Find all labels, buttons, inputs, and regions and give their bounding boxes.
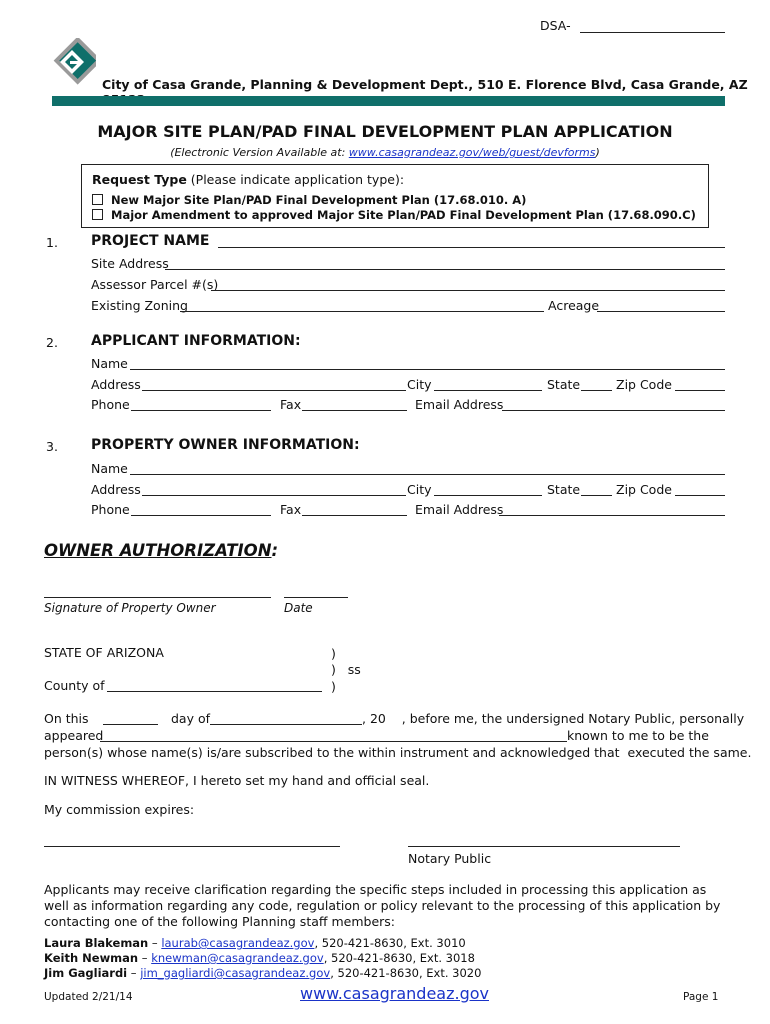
bracket-ss: ) ss <box>331 662 361 677</box>
owner-fax-label: Fax <box>280 502 302 517</box>
owner-address-label: Address <box>91 482 141 497</box>
applicant-city-field[interactable] <box>434 390 542 391</box>
staff-contact <box>44 951 475 965</box>
staff-name: Jim Gagliardi <box>44 966 128 980</box>
acreage-field[interactable] <box>597 311 725 312</box>
applicant-fax-label: Fax <box>280 397 302 412</box>
owner-address-field[interactable] <box>142 495 406 496</box>
website-link[interactable]: www.casagrandeaz.gov <box>300 984 489 1003</box>
notary-day-of-label: day of <box>171 711 211 726</box>
page-title: MAJOR SITE PLAN/PAD FINAL DEVELOPMENT PLAN APPLICATION <box>97 122 673 141</box>
notary-signature-field[interactable] <box>408 846 680 847</box>
request-type-box <box>81 164 709 228</box>
checkbox[interactable] <box>92 209 103 220</box>
bracket: ) <box>331 679 336 694</box>
notary-text: person(s) whose name(s) is/are subscribed to the within instrument and acknowledged that executed the same. <box>44 745 752 760</box>
staff-contact <box>44 936 466 950</box>
checkbox[interactable] <box>92 194 103 205</box>
existing-zoning-field[interactable] <box>180 311 544 312</box>
header-address: City of Casa Grande, Planning & Development Dept., 510 E. Florence Blvd, Casa Grande, AZ <box>102 77 748 92</box>
county-label: County of <box>44 678 105 693</box>
header-divider <box>52 96 725 106</box>
applicant-state-label: State <box>547 377 581 392</box>
city-logo <box>48 38 96 86</box>
owner-authorization-heading <box>44 541 278 560</box>
request-type-heading <box>92 172 404 187</box>
separator: – <box>148 936 162 950</box>
owner-name-field[interactable] <box>130 474 725 475</box>
notary-public-label: Notary Public <box>408 851 492 866</box>
request-option-amendment[interactable] <box>92 208 696 222</box>
staff-email-link[interactable]: jim_gagliardi@casagrandeaz.gov <box>140 966 331 980</box>
staff-name: Keith Newman <box>44 951 139 965</box>
signature-date-field[interactable] <box>284 597 348 598</box>
section-number: 2. <box>46 335 58 350</box>
staff-phone: , 520-421-8630, Ext. 3010 <box>314 936 466 950</box>
applicant-zip-field[interactable] <box>675 390 725 391</box>
authorization-title: OWNER AUTHORIZATION <box>44 541 272 560</box>
owner-city-field[interactable] <box>434 495 542 496</box>
state-of-arizona: STATE OF ARIZONA <box>44 645 164 660</box>
site-address-field[interactable] <box>165 269 725 270</box>
option-label: Major Amendment to approved Major Site Plan/PAD Final Development Plan (17.68.090.C) <box>111 208 696 222</box>
notary-text: , 20 , before me, the undersigned Notary Public, personally <box>362 711 745 726</box>
owner-phone-label: Phone <box>91 502 130 517</box>
commission-expires-field[interactable] <box>44 846 340 847</box>
dsa-number-field[interactable] <box>580 32 725 33</box>
applicant-fax-field[interactable] <box>302 410 407 411</box>
existing-zoning-label: Existing Zoning <box>91 298 188 313</box>
section-number: 3. <box>46 439 58 454</box>
staff-name: Laura Blakeman <box>44 936 149 950</box>
date-label: Date <box>284 601 313 615</box>
contact-intro: Applicants may receive clarification regarding the specific steps included in processing this application as well as information regarding any code, regulation or policy relevant to the processing of this application by contacting one of the following Planning staff members: <box>44 882 721 929</box>
staff-phone: , 520-421-8630, Ext. 3020 <box>330 966 482 980</box>
site-address-label: Site Address <box>91 256 169 271</box>
applicant-address-label: Address <box>91 377 141 392</box>
authorization-colon: : <box>271 541 279 560</box>
owner-phone-field[interactable] <box>131 515 271 516</box>
updated-date: Updated 2/21/14 <box>44 991 133 1003</box>
applicant-address-field[interactable] <box>142 390 406 391</box>
staff-phone: , 520-421-8630, Ext. 3018 <box>323 951 475 965</box>
option-label: New Major Site Plan/PAD Final Development Plan (17.68.010. A) <box>111 193 527 207</box>
owner-email-label: Email Address <box>415 502 504 517</box>
applicant-phone-field[interactable] <box>131 410 271 411</box>
subtitle <box>0 146 770 159</box>
applicant-name-field[interactable] <box>130 369 725 370</box>
separator: – <box>127 966 141 980</box>
staff-email-link[interactable]: laurab@casagrandeaz.gov <box>161 936 315 950</box>
notary-month-field[interactable] <box>210 724 362 725</box>
applicant-state-field[interactable] <box>581 390 612 391</box>
owner-state-field[interactable] <box>581 495 612 496</box>
witness-text: IN WITNESS WHEREOF, I hereto set my hand and official seal. <box>44 773 430 788</box>
owner-zip-field[interactable] <box>675 495 725 496</box>
owner-name-label: Name <box>91 461 128 476</box>
request-option-new[interactable] <box>92 193 526 207</box>
applicant-name-label: Name <box>91 356 128 371</box>
dsa-label: DSA- <box>540 18 571 33</box>
section-number: 1. <box>46 235 58 250</box>
request-type-hint: (Please indicate application type): <box>190 172 405 187</box>
applicant-city-label: City <box>407 377 432 392</box>
applicant-email-field[interactable] <box>502 410 725 411</box>
applicant-zip-label: Zip Code <box>616 377 672 392</box>
page-number: Page 1 <box>683 991 719 1003</box>
county-field[interactable] <box>107 691 322 692</box>
staff-email-link[interactable]: knewman@casagrandeaz.gov <box>151 951 324 965</box>
applicant-email-label: Email Address <box>415 397 504 412</box>
commission-label: My commission expires: <box>44 802 195 817</box>
assessor-parcel-field[interactable] <box>211 290 725 291</box>
owner-city-label: City <box>407 482 432 497</box>
owner-fax-field[interactable] <box>302 515 407 516</box>
staff-contact <box>44 966 481 980</box>
notary-day-field[interactable] <box>103 724 158 725</box>
owner-signature-field[interactable] <box>44 597 271 598</box>
signature-label: Signature of Property Owner <box>44 601 216 615</box>
separator: – <box>138 951 152 965</box>
bracket: ) <box>331 646 336 661</box>
applicant-phone-label: Phone <box>91 397 130 412</box>
devforms-link[interactable]: www.casagrandeaz.gov/web/guest/devforms <box>348 146 596 159</box>
project-name-field[interactable] <box>218 247 725 248</box>
subtitle-prefix: (Electronic Version Available at: <box>170 146 349 159</box>
notary-appeared-label: appeared <box>44 728 104 743</box>
applicant-info-heading: APPLICANT INFORMATION: <box>91 333 301 349</box>
assessor-parcel-label: Assessor Parcel #(s) <box>91 277 219 292</box>
project-name-label: PROJECT NAME <box>91 233 210 249</box>
notary-known-text: known to me to be the <box>567 728 709 743</box>
request-type-label: Request Type <box>92 172 187 187</box>
owner-state-label: State <box>547 482 581 497</box>
owner-email-field[interactable] <box>499 515 725 516</box>
notary-on-this-label: On this <box>44 711 89 726</box>
subtitle-suffix: ) <box>595 146 600 159</box>
notary-appeared-field[interactable] <box>100 741 567 742</box>
owner-zip-label: Zip Code <box>616 482 672 497</box>
acreage-label: Acreage <box>548 298 600 313</box>
property-owner-heading: PROPERTY OWNER INFORMATION: <box>91 437 360 453</box>
